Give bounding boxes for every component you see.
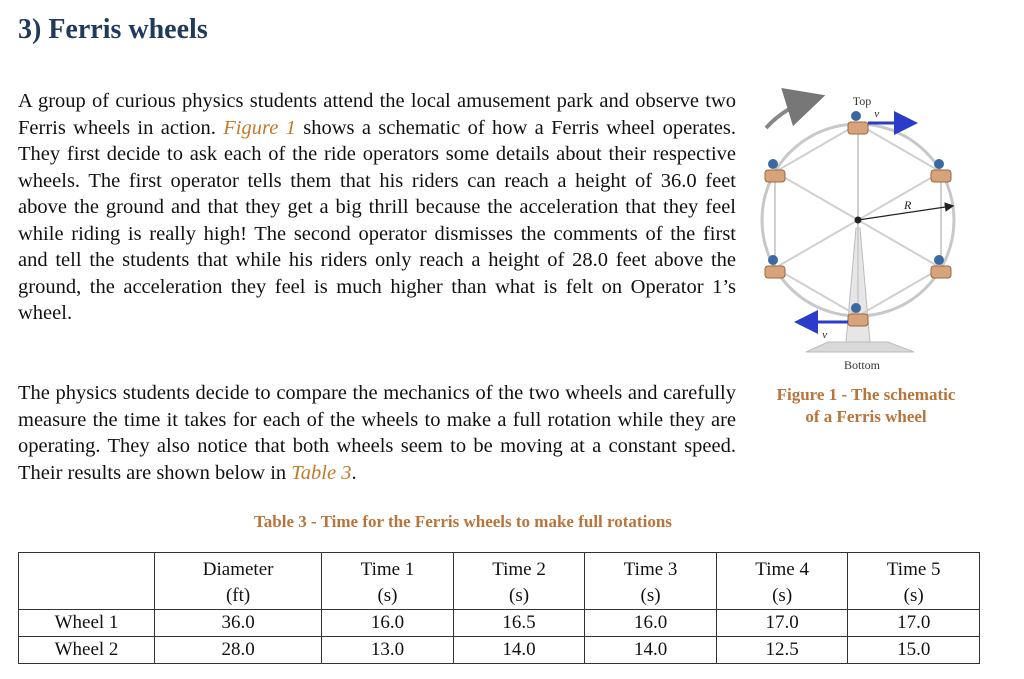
figure-reference-link[interactable]: Figure 1 [223, 116, 296, 139]
header-time-2-unit: (s) [509, 585, 530, 606]
header-cell-blank [19, 553, 155, 610]
header-cell-time-2 [453, 553, 585, 610]
wheel-hub [855, 217, 862, 224]
measurement-text: The physics students decide to compare the mechanics of the two wheels and carefully measure the time it takes for each of the wheels to make a full rotation while they are operating. They also notice that both wheels seem to be moving at a constant speed. Their results are shown below in [18, 382, 736, 484]
header-cell-time-1 [322, 553, 454, 610]
table-cell: Wheel 1 [19, 610, 155, 637]
table-cell: 17.0 [716, 610, 848, 637]
table-cell: 14.0 [453, 637, 585, 664]
top-label: Top [852, 94, 872, 108]
header-time-5-unit: (s) [903, 585, 924, 606]
section-heading: 3) Ferris wheels [18, 14, 208, 45]
header-time-4-unit: (s) [772, 585, 793, 606]
figure-caption [756, 384, 976, 428]
radius-label: R [904, 198, 912, 212]
table-caption: Table 3 - Time for the Ferris wheels to make full rotations [254, 512, 672, 531]
header-time-5-label: Time 5 [886, 559, 941, 580]
table-cell: 36.0 [155, 610, 322, 637]
header-diameter-label: Diameter [202, 559, 274, 580]
table-cell: 16.0 [585, 610, 717, 637]
gondola-top [848, 111, 868, 134]
table-cell: 14.0 [585, 637, 717, 664]
header-time-2-label: Time 2 [492, 559, 546, 580]
table-cell: 17.0 [848, 610, 980, 637]
gondola-lower-left [765, 255, 785, 278]
gondola-lower-right [931, 255, 951, 278]
intro-text: A group of curious physics students attend the local amusement park and observe two Ferris wheels in action. [18, 90, 736, 139]
measurement-paragraph [18, 380, 736, 486]
measurement-text-end: . [351, 461, 357, 484]
bottom-velocity-label: v⃗ [822, 329, 836, 341]
intro-paragraph [18, 88, 736, 327]
ferris-wheel-times-table [18, 552, 980, 664]
top-velocity-label: v⃗ [874, 108, 888, 120]
table-cell: 28.0 [155, 637, 322, 664]
figure-caption-line2: of a Ferris wheel [805, 407, 927, 426]
header-diameter-unit: (ft) [225, 585, 251, 606]
ferris-wheel-diagram [754, 86, 984, 376]
header-cell-time-4 [716, 553, 848, 610]
bottom-label: Bottom [843, 358, 881, 372]
header-time-1-unit: (s) [377, 585, 398, 606]
table-cell: 16.0 [322, 610, 454, 637]
table-cell: 13.0 [322, 637, 454, 664]
table-reference-link[interactable]: Table 3 [291, 461, 352, 484]
header-time-3-unit: (s) [640, 585, 661, 606]
rotation-arrow [766, 100, 810, 128]
header-cell-diameter [155, 553, 322, 610]
table-header-row [19, 553, 980, 610]
figure-caption-line1: Figure 1 - The schematic [776, 385, 956, 404]
header-cell-time-3 [585, 553, 717, 610]
ferris-wheel-figure [754, 86, 984, 376]
table-cell: 12.5 [716, 637, 848, 664]
table-cell: Wheel 2 [19, 637, 155, 664]
header-time-1-label: Time 1 [360, 559, 415, 580]
table-cell: 16.5 [453, 610, 585, 637]
table-row-wheel-1 [19, 610, 980, 637]
header-time-3-label: Time 3 [623, 559, 678, 580]
header-time-4-label: Time 4 [755, 559, 809, 580]
support-base [806, 342, 914, 352]
table-cell: 15.0 [848, 637, 980, 664]
table-row-wheel-2 [19, 637, 980, 664]
header-cell-time-5 [848, 553, 980, 610]
intro-text-continued: shows a schematic of how a Ferris wheel operates. They first decide to ask each of the ride operators some details about their respective wheels. The first operator tells them that his riders can reach a height of 36.0 feet above the ground and that they get a big thrill because the acceleration that they feel while riding is really high! The second operator dismisses the comments of the first and tell the students that while his riders only reach a height of 28.0 feet above the ground, the acceleration they feel is much higher than what is felt on Operator 1’s wheel. [18, 116, 736, 324]
